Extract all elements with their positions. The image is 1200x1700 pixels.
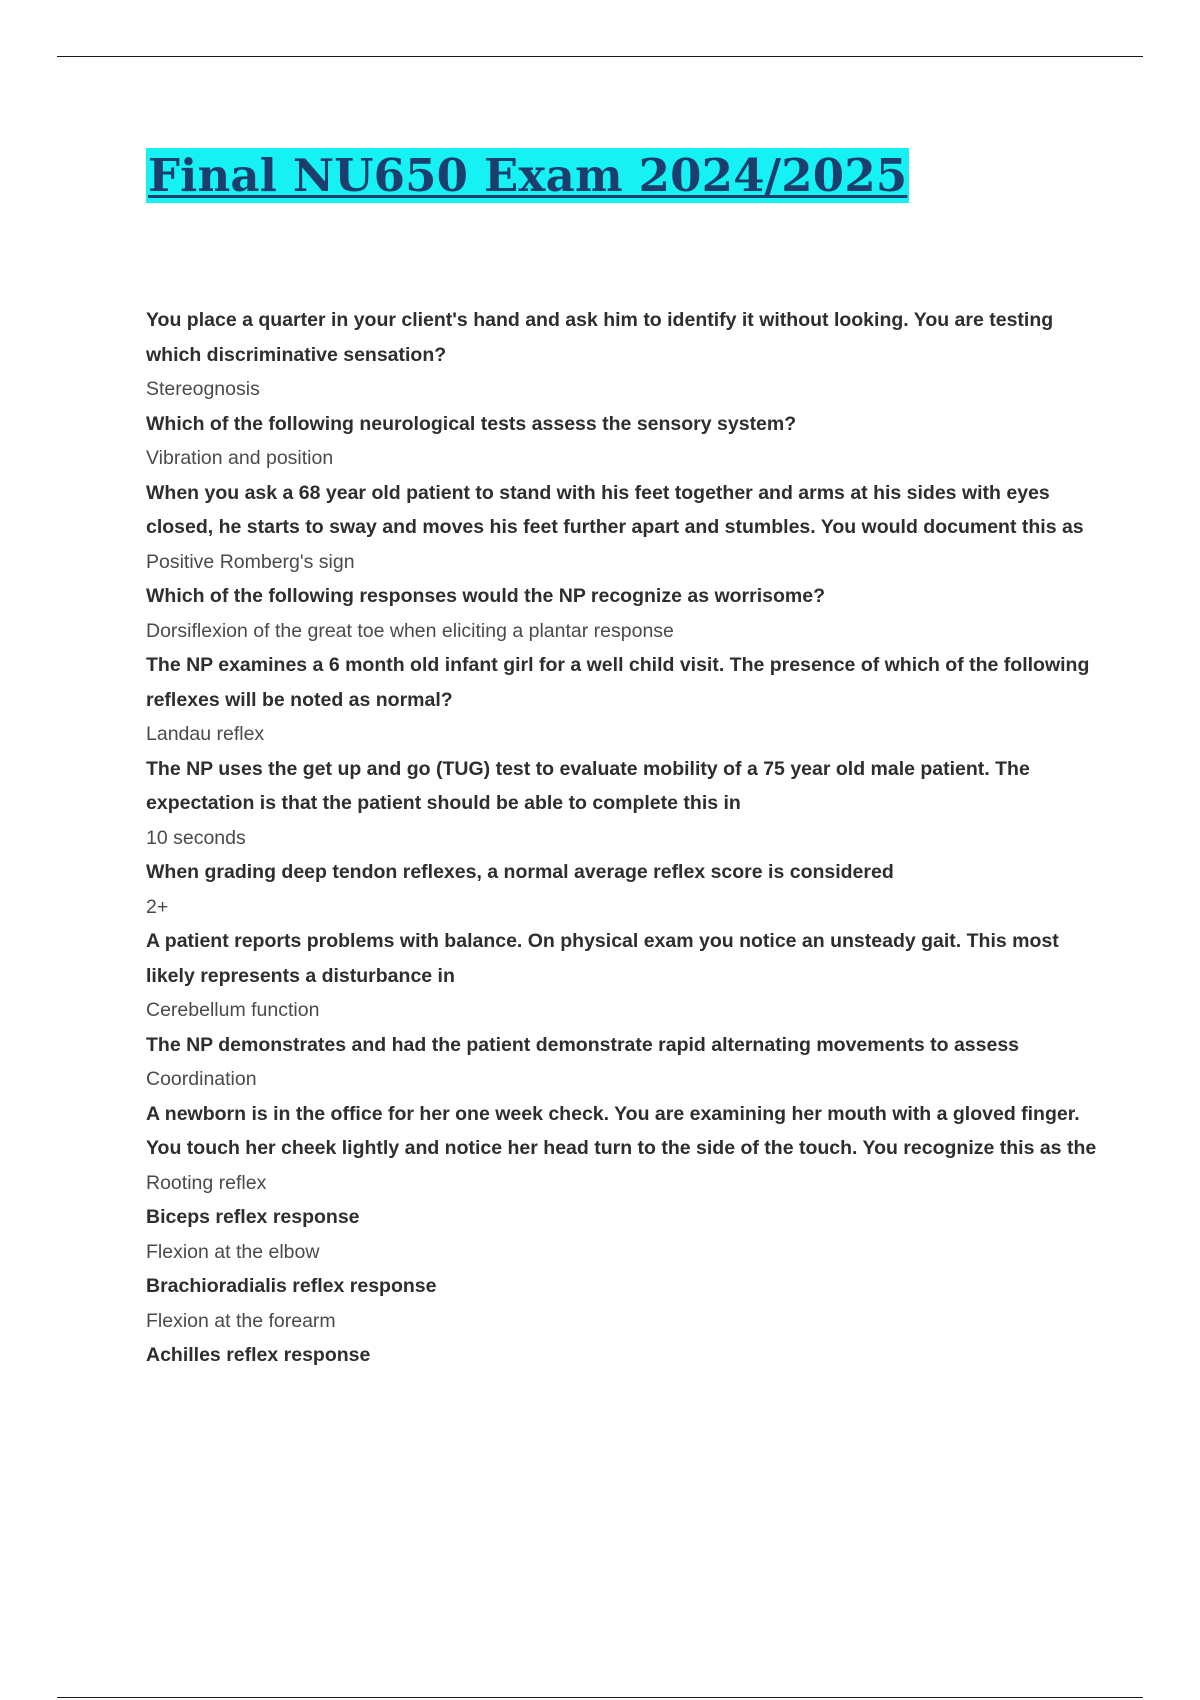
answer-8: Cerebellum function: [146, 999, 320, 1021]
question-2: Which of the following neurological tests assess the sensory system?: [146, 412, 797, 435]
question-9: The NP demonstrates and had the patient demonstrate rapid alternating movements to assess: [146, 1033, 1020, 1056]
answer-7: 2+: [146, 895, 169, 918]
qa-list: [146, 303, 1106, 1373]
answer-1: Stereognosis: [146, 378, 260, 400]
question-12: Brachioradialis reflex response: [146, 1275, 437, 1297]
question-4: Which of the following responses would the NP recognize as worrisome?: [146, 585, 825, 607]
answer-11: Flexion at the elbow: [146, 1240, 320, 1263]
answer-2: Vibration and position: [146, 447, 334, 469]
document-title: Final NU650 Exam 2024/2025: [148, 149, 908, 202]
question-8: A patient reports problems with balance. On physical exam you notice an unsteady gait. This most likely represents a disturbance in: [146, 930, 1059, 987]
question-3: When you ask a 68 year old patient to stand with his feet together and arms at his sides with eyes closed, he starts to sway and moves his feet further apart and stumbles. You would document this as: [146, 481, 1084, 538]
question-6: The NP uses the get up and go (TUG) test to evaluate mobility of a 75 year old male patient. The expectation is that the patient should be able to complete this in: [146, 757, 1030, 814]
question-13: Achilles reflex response: [146, 1344, 371, 1366]
answer-10: Rooting reflex: [146, 1171, 267, 1194]
answer-12: Flexion at the forearm: [146, 1309, 336, 1332]
question-11: Biceps reflex response: [146, 1206, 360, 1228]
question-1: You place a quarter in your client's hand and ask him to identify it without looking. You are testing which discriminative sensation?: [146, 309, 1054, 366]
title-container: [146, 148, 909, 203]
top-rule: [57, 56, 1143, 57]
question-7: When grading deep tendon reflexes, a normal average reflex score is considered: [146, 861, 894, 883]
answer-9: Coordination: [146, 1068, 257, 1090]
question-5: The NP examines a 6 month old infant girl for a well child visit. The presence of which of the following reflexes will be noted as normal?: [146, 654, 1090, 711]
answer-4: Dorsiflexion of the great toe when eliciting a plantar response: [146, 619, 674, 642]
question-10: A newborn is in the office for her one week check. You are examining her mouth with a gloved finger. You touch her cheek lightly and notice her head turn to the side of the touch. You recognize this as the: [146, 1102, 1097, 1159]
answer-3: Positive Romberg's sign: [146, 550, 355, 573]
bottom-rule: [57, 1697, 1143, 1698]
answer-6: 10 seconds: [146, 826, 246, 849]
answer-5: Landau reflex: [146, 723, 265, 745]
